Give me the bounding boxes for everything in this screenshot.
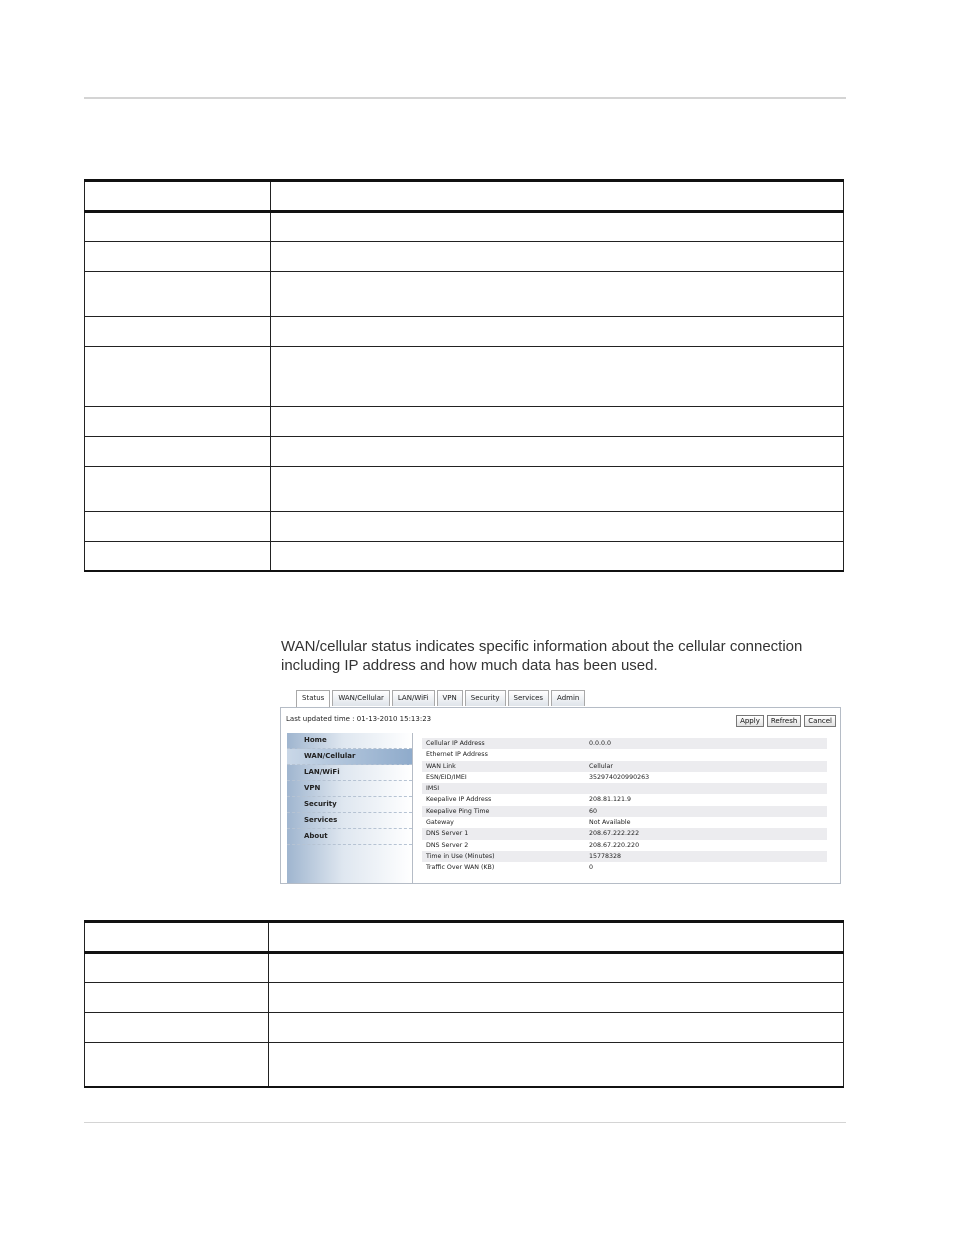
tab-wan-cellular[interactable]: WAN/Cellular [332,690,390,706]
table-row [85,317,844,347]
status-label: Keepalive Ping Time [426,807,490,815]
status-row [422,862,827,873]
tab-vpn[interactable]: VPN [437,690,463,706]
table-row [85,983,844,1013]
table-row [85,272,844,317]
status-row [422,761,827,772]
status-value: Cellular [589,762,613,770]
table-row [85,212,844,242]
status-label: IMSI [426,785,440,793]
status-row [422,749,827,760]
status-label: Keepalive IP Address [426,796,492,804]
status-value: Not Available [589,819,631,827]
nav-item-security[interactable]: Security [287,797,412,813]
tab-services[interactable]: Services [508,690,550,706]
status-label: Cellular IP Address [426,740,485,747]
table-2 [84,920,844,1088]
nav-item-services[interactable]: Services [287,813,412,829]
tab-lan-wifi[interactable]: LAN/WiFi [392,690,435,706]
action-buttons [733,715,836,727]
description-paragraph: WAN/cellular status indicates specific information about the cellular connection including IP address and how much data has been used. [281,638,803,674]
last-updated-text: Last updated time : 01-13-2010 15:13:23 [286,715,432,723]
tab-admin[interactable]: Admin [551,690,585,706]
status-value: 60 [589,807,598,815]
status-value: 0 [589,864,594,872]
status-label: WAN Link [426,762,456,770]
status-label: Time in Use (Minutes) [426,852,495,860]
status-row [422,783,827,794]
status-value: 208.67.220.220 [589,841,640,849]
table-row [85,242,844,272]
table-row [85,512,844,542]
table-row [85,953,844,983]
status-label: Traffic Over WAN (KB) [426,864,495,872]
table-row [85,407,844,437]
apply-button[interactable]: Apply [736,715,764,727]
status-label: ESN/EID/IMEI [426,773,467,781]
status-value [589,783,827,794]
status-value: 208.81.121.9 [589,796,632,804]
tab-security[interactable]: Security [465,690,506,706]
side-nav [287,733,413,883]
status-row [422,851,827,862]
table-row [85,437,844,467]
status-label: DNS Server 2 [426,841,469,849]
status-value: 0.0.0.0 [589,740,612,747]
status-row [422,794,827,805]
status-row [422,806,827,817]
nav-item-about[interactable]: About [287,829,412,845]
router-status-screenshot [280,690,841,884]
nav-item-wan-cellular[interactable]: WAN/Cellular [287,749,412,765]
nav-item-home[interactable]: Home [287,733,412,749]
status-value: 15778328 [589,852,622,860]
table-row [85,1043,844,1087]
status-label: Ethernet IP Address [426,751,488,759]
status-row [422,738,827,749]
table-row [85,467,844,512]
table-2-header [85,922,844,953]
bottom-rule [84,1122,846,1123]
table-row [85,542,844,571]
status-row [422,840,827,851]
table-row [85,1013,844,1043]
status-row [422,817,827,828]
table-1-header [85,181,844,212]
status-label: DNS Server 1 [426,830,469,838]
nav-item-lan-wifi[interactable]: LAN/WiFi [287,765,412,781]
tab-status[interactable]: Status [296,690,330,708]
tab-bar [296,690,587,707]
cancel-button[interactable]: Cancel [804,715,836,727]
status-value: 208.67.222.222 [589,830,640,838]
status-label: Gateway [426,819,454,827]
status-row [422,828,827,839]
status-row [422,772,827,783]
status-grid [422,738,827,874]
table-1 [84,179,844,572]
content-frame [280,707,841,884]
table-row [85,347,844,407]
nav-item-vpn[interactable]: VPN [287,781,412,797]
top-rule [84,97,846,99]
status-value [589,749,827,760]
refresh-button[interactable]: Refresh [767,715,801,727]
status-value: 352974020990263 [589,773,650,781]
